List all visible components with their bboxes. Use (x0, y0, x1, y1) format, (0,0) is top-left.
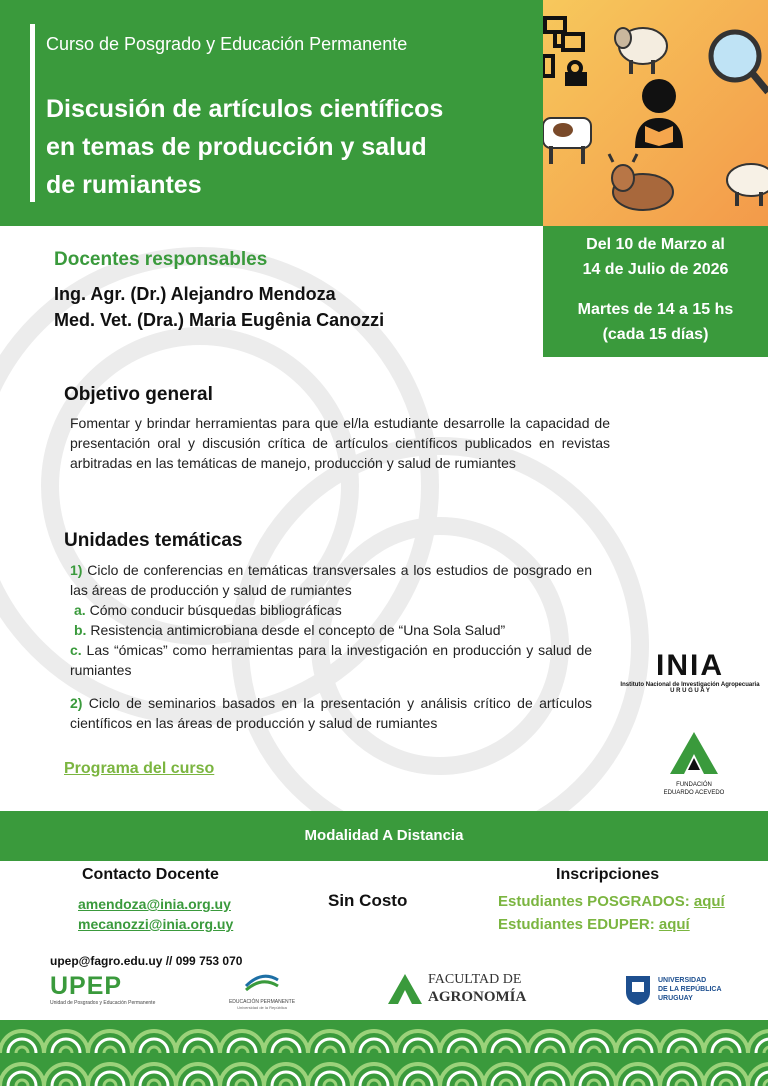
udelar-line: URUGUAY (658, 995, 693, 1002)
header-illustration (543, 0, 768, 226)
upep-contact: upep@fagro.edu.uy // 099 753 070 (50, 954, 243, 968)
fundacion-line: FUNDACIÓN (676, 782, 712, 788)
unit-item (70, 693, 592, 733)
udelar-line: UNIVERSIDAD (658, 977, 707, 984)
facultad-mark-icon (388, 974, 422, 1004)
time-line: Martes de 14 a 15 hs (577, 301, 734, 318)
edu-perm-subtitle: Universidad de la República (237, 1005, 287, 1010)
course-title (46, 90, 536, 204)
header-accent-bar (30, 24, 35, 202)
udelar-line: DE LA REPÚBLICA (658, 986, 722, 993)
inscripcion-item (498, 893, 725, 910)
docentes-heading: Docentes responsables (54, 249, 268, 270)
decorative-pattern (0, 1020, 768, 1086)
header-subtitle: Curso de Posgrado y Educación Permanente (46, 34, 408, 54)
sub-item-text: Cómo conducir búsquedas bibliográficas (89, 602, 342, 618)
objetivo-heading: Objetivo general (64, 384, 213, 405)
date-range-line: Del 10 de Marzo al (586, 236, 725, 253)
inia-fullname: Instituto Nacional de Investigación Agropecuaria (620, 682, 760, 688)
date-range-line: 14 de Julio de 2026 (582, 261, 729, 278)
sub-item-text: Las “ómicas” como herramientas para la investigación en producción y salud de rumiantes (70, 642, 593, 678)
upep-subtitle: Unidad de Posgrados y Educación Permanente (50, 1000, 156, 1006)
reader-icon (635, 79, 683, 148)
inia-logo (620, 650, 760, 694)
diagram-icon (543, 18, 585, 84)
fundacion-line: EDUARDO ACEVEDO (663, 790, 725, 796)
magnifier-icon (711, 32, 768, 92)
sub-item-letter: a. (74, 602, 86, 618)
unit-number: 1) (70, 562, 83, 578)
fundacion-logo (656, 730, 732, 797)
schedule-box (543, 226, 768, 357)
unit-text: Ciclo de seminarios basados en la presentación y análisis crítico de artículos científicos en las áreas de producción y salud de rumiantes (70, 695, 592, 731)
email-link[interactable]: amendoza@inia.org.uy (78, 896, 231, 912)
unit-text: Ciclo de conferencias en temáticas transversales a los estudios de posgrado en las áreas de producción y salud de rumiantes (70, 562, 593, 598)
unit-number: 2) (70, 695, 83, 711)
facultad-line: AGRONOMÍA (428, 989, 527, 1005)
sub-item-text: Resistencia antimicrobiana desde el concepto de “Una Sola Salud” (90, 622, 506, 638)
docente-name: Ing. Agr. (Dr.) Alejandro Mendoza (54, 284, 336, 304)
inscripciones-heading: Inscripciones (556, 866, 660, 883)
facultad-line: FACULTAD DE (428, 972, 522, 987)
programa-link[interactable]: Programa del curso (64, 760, 215, 777)
sub-item (70, 640, 592, 680)
unidades-heading: Unidades temáticas (64, 530, 243, 551)
goat-icon (727, 164, 768, 206)
cattle-icon (609, 154, 673, 210)
upep-logo (50, 972, 160, 1006)
sub-item-letter: c. (70, 642, 82, 658)
contacto-heading: Contacto Docente (82, 866, 219, 883)
inia-wordmark: INIA (656, 649, 724, 682)
sub-item (74, 600, 592, 620)
edu-perm-text: EDUCACIÓN PERMANENTE (228, 999, 296, 1005)
objetivo-text: Fomentar y brindar herramientas para que el/la estudiante desarrolle la capacidad de presentación oral y discusión crítica de artículos científicos publicados en revistas arbitradas en las temáticas de manejo, producción y salud de rumiantes (70, 415, 610, 471)
sub-item (74, 620, 592, 640)
sin-costo-label: Sin Costo (328, 891, 408, 910)
sheep-icon (615, 28, 667, 74)
fundacion-mark-icon (668, 730, 720, 776)
docente-name: Med. Vet. (Dra.) Maria Eugênia Canozzi (54, 310, 385, 330)
course-title-line: Discusión de artículos científicos (46, 95, 444, 123)
educacion-permanente-logo (222, 970, 302, 1010)
wave-icon (242, 970, 282, 994)
inia-country: U R U G U A Y (670, 688, 710, 694)
inscripcion-label: Estudiantes POSGRADOS: (498, 893, 690, 910)
udelar-shield-icon (624, 974, 652, 1006)
sub-item-letter: b. (74, 622, 87, 638)
inscripcion-link[interactable]: aquí (658, 916, 690, 933)
inscripcion-label: Estudiantes EDUPER: (498, 916, 655, 933)
inscripcion-link[interactable]: aquí (693, 893, 725, 910)
ruminants-illustration (543, 0, 768, 226)
course-title-line: de rumiantes (46, 171, 202, 199)
footer-pattern (0, 1020, 768, 1086)
inscripcion-item (498, 916, 690, 933)
unit-item (70, 560, 592, 600)
modalidad-text: Modalidad A Distancia (304, 827, 464, 844)
email-link[interactable]: mecanozzi@inia.org.uy (78, 916, 234, 932)
upep-wordmark: UPEP (50, 972, 123, 1000)
cow-icon (543, 118, 591, 164)
course-title-line: en temas de producción y salud (46, 133, 427, 161)
time-line: (cada 15 días) (602, 326, 709, 343)
